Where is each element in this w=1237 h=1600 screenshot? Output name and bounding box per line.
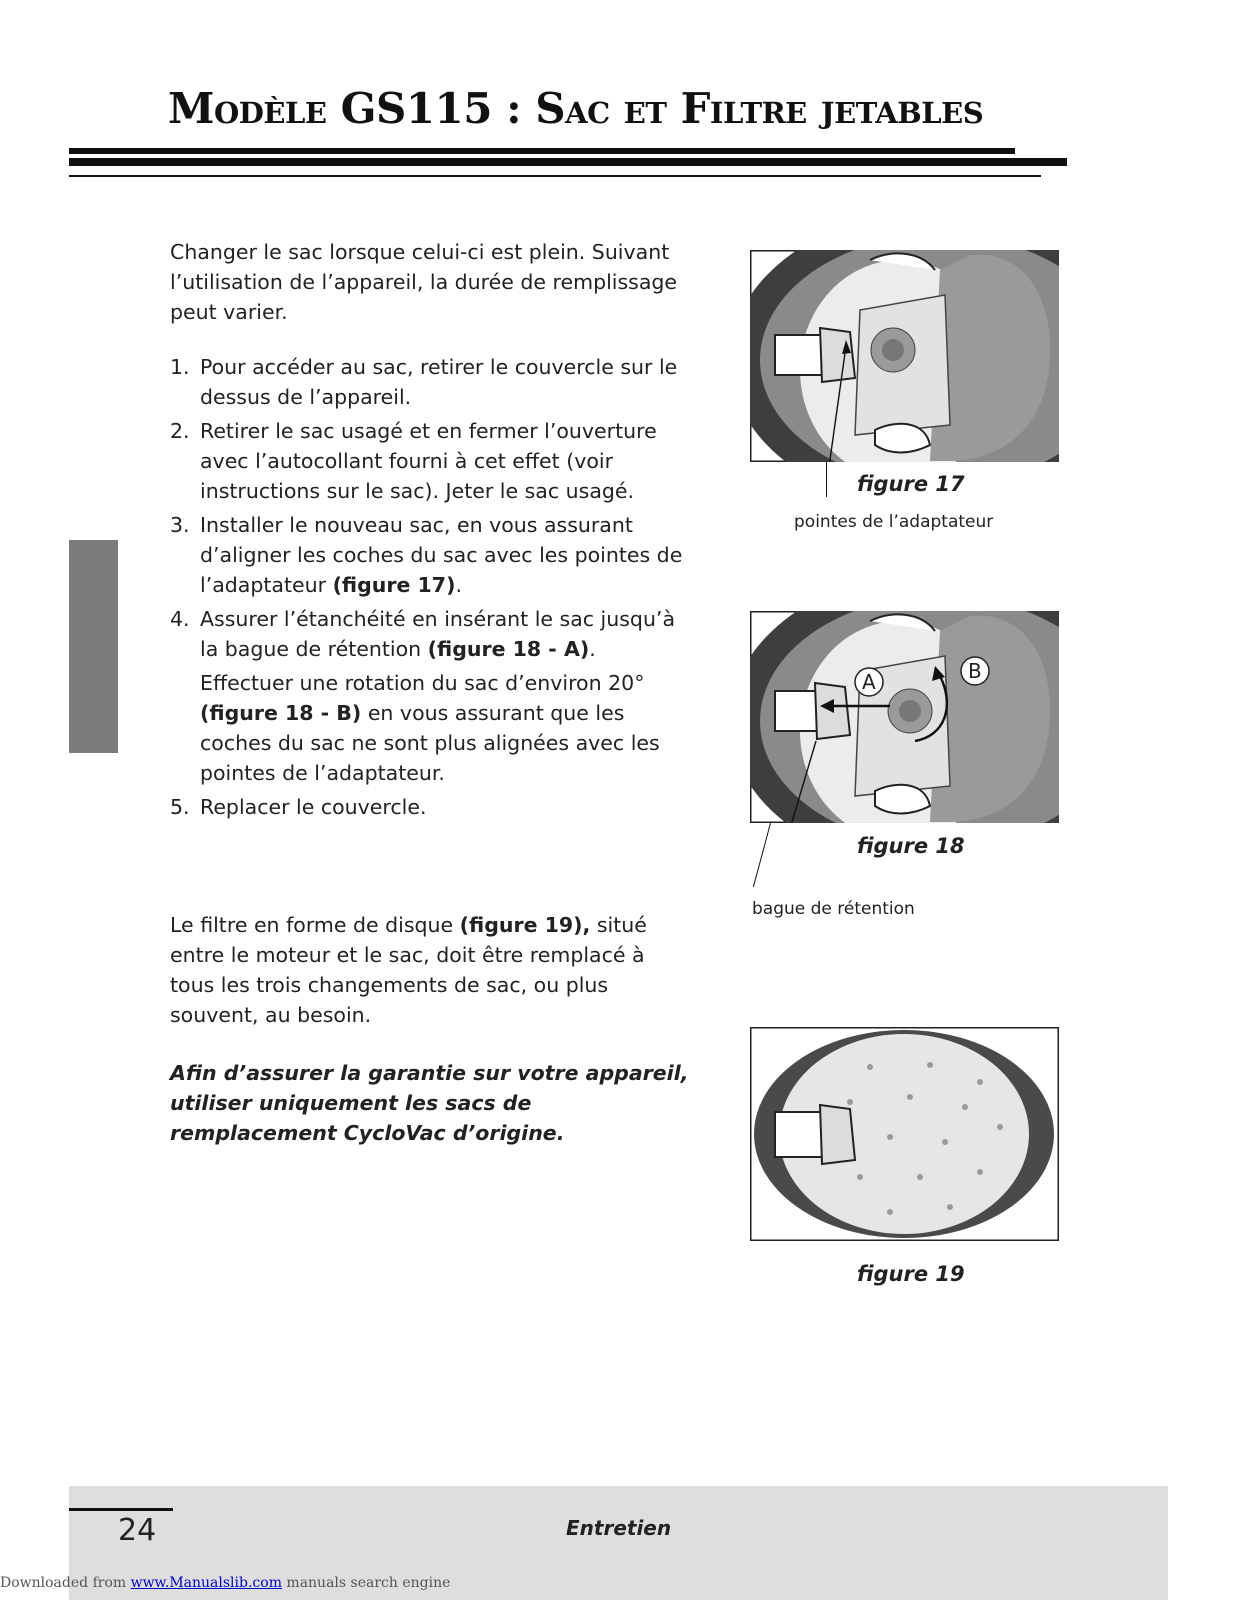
page-number: 24 xyxy=(118,1513,157,1548)
figure-18-label-a: A xyxy=(862,670,876,694)
step-text: Replacer le couvercle. xyxy=(200,795,427,819)
filter-text: situé entre le moteur et le sac, doit être remplacé à tous les trois changements de sac, ou plus souvent, au besoin. xyxy=(170,913,647,1027)
step-text xyxy=(200,510,690,600)
step-text-part: en vous assurant que les coches du sac ne sont plus alignées avec les pointes de l’adaptateur. xyxy=(200,701,660,785)
step-item xyxy=(170,792,690,822)
step-text-part: Effectuer une rotation du sac d’environ 20° xyxy=(200,671,645,695)
figure-17-leader-line xyxy=(826,462,827,497)
footer-section-name: Entretien xyxy=(566,1516,672,1540)
figure-19-illustration xyxy=(750,1027,1059,1241)
figure-reference: (figure 17) xyxy=(332,573,456,597)
download-suffix: manuals search engine xyxy=(281,1575,451,1591)
download-prefix: Downloaded from xyxy=(0,1575,131,1591)
step-number: 1. xyxy=(170,355,190,379)
intro-paragraph: Changer le sac lorsque celui-ci est plein. Suivant l’utilisation de l’appareil, la durée de remplissage peut varier. xyxy=(170,240,678,324)
section-side-tab xyxy=(69,540,118,753)
figure-18-label-b: B xyxy=(968,659,982,683)
steps-list xyxy=(170,352,690,826)
step-number: 5. xyxy=(170,795,190,819)
title-rule-thick xyxy=(69,148,1015,154)
step-item xyxy=(170,604,690,788)
footer-rule xyxy=(69,1508,173,1511)
page-title: Modèle GS115 : Sac et Filtre jetables xyxy=(168,84,984,133)
step-text-part: Installer le nouveau sac, en vous assurant d’aligner les coches du sac avec les pointes de l’adaptateur xyxy=(200,513,683,597)
step-item xyxy=(170,510,690,600)
step-text-part: . xyxy=(589,637,596,661)
manualslib-link[interactable]: www.Manualslib.com xyxy=(130,1575,282,1591)
step-number: 2. xyxy=(170,419,190,443)
title-rule-thin xyxy=(69,175,1041,177)
figure-reference: (figure 18 - A) xyxy=(427,637,590,661)
step-text xyxy=(200,604,690,664)
figure-18-caption: figure 18 xyxy=(857,834,965,858)
step-subtext xyxy=(200,668,690,788)
filter-text: Le filtre en forme de disque xyxy=(170,913,460,937)
step-item xyxy=(170,416,690,506)
step-number: 4. xyxy=(170,607,190,631)
figure-reference: (figure 19), xyxy=(459,913,591,937)
step-text: Retirer le sac usagé et en fermer l’ouverture avec l’autocollant fourni à cet effet (voir instructions sur le sac). Jeter le sac usagé. xyxy=(200,419,657,503)
step-number: 3. xyxy=(170,513,190,537)
figure-18-leader-line xyxy=(753,823,771,887)
figure-17-illustration xyxy=(750,250,1059,462)
figure-reference: (figure 18 - B) xyxy=(200,701,362,725)
warranty-note: Afin d’assurer la garantie sur votre appareil, utiliser uniquement les sacs de remplacement CycloVac d’origine. xyxy=(170,1061,689,1145)
step-text: Pour accéder au sac, retirer le couvercle sur le dessus de l’appareil. xyxy=(200,355,678,409)
filter-paragraph xyxy=(170,910,690,1030)
figure-18-callout: bague de rétention xyxy=(752,899,915,919)
step-item xyxy=(170,352,690,412)
download-notice xyxy=(0,1575,450,1591)
figure-17-callout: pointes de l’adaptateur xyxy=(794,512,994,532)
title-rule-medium xyxy=(69,158,1067,166)
figure-17-caption: figure 17 xyxy=(857,472,965,496)
step-text-part: . xyxy=(455,573,462,597)
figure-19-caption: figure 19 xyxy=(857,1262,965,1286)
step-text-part: Assurer l’étanchéité en insérant le sac jusqu’à la bague de rétention xyxy=(200,607,676,661)
figure-18-illustration xyxy=(750,611,1059,823)
